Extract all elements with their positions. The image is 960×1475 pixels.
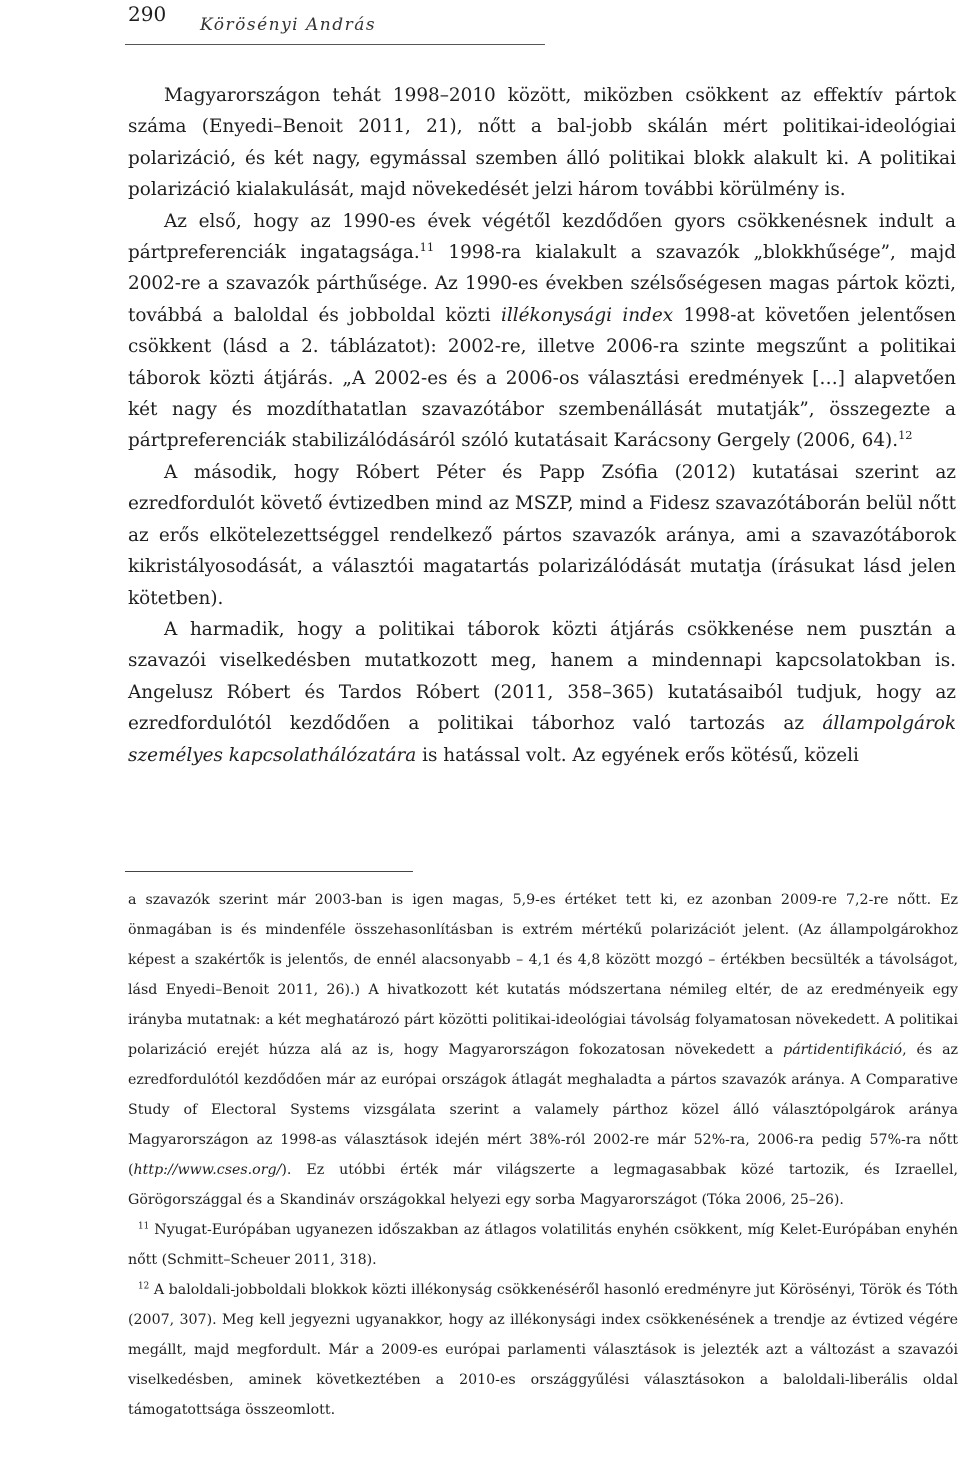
footnote-continuation-text-c: ). Ez utóbbi érték már világszerte a legmagasabbak közé tartozik, és Izraellel, Görögországgal és a Skandináv országokkal helyezi egy sorba Magyarországot (Tóka 2006, 25–26).	[128, 1162, 958, 1208]
paragraph-2-text-b: 1998-ra kialakult a szavazók „blokkhűsége”, majd 2002-re a szavazók párthűsége. Az 1990-es években szélsőségesen magas pártok közti, továbbá a baloldal és jobboldal közti	[128, 242, 957, 326]
paragraph-2-term: illékonysági index	[500, 304, 674, 326]
footnote-11-text: Nyugat-Európában ugyanezen időszakban az átlagos volatilitás enyhén csökkent, míg Kelet-Európában enyhén nőtt (Schmitt–Scheuer 2011, 318).	[128, 1222, 959, 1268]
paragraph-1-text: Magyarországon tehát 1998–2010 között, miközben csökkent az effektív pártok száma (Enyedi–Benoit 2011, 21), nőtt a bal-jobb skálán mért politikai-ideológiai polarizáció, és két nagy, egymással szemben álló politikai blokk alakult ki. A politikai polarizáció kialakulását, majd növekedését jelzi három további körülmény is.	[128, 85, 956, 201]
footnote-link[interactable]: http://www.cses.org/	[133, 1162, 282, 1178]
footnote-12	[128, 1275, 958, 1425]
paragraph-4-term: állampolgárok személyes kapcsolathálózatára	[128, 713, 956, 766]
paragraph-1	[128, 80, 956, 206]
paragraph-4-text-b: is hatással volt. Az egyének erős kötésű, közeli	[416, 744, 859, 766]
paragraph-4-text-a: A harmadik, hogy a politikai táborok közti átjárás csökkenése nem pusztán a szavazói viselkedésben mutatkozott meg, hanem a mindennapi kapcsolatokban is. Angelusz Róbert és Tardos Róbert (2011, 358–365) kutatásaiból tudjuk, hogy az ezredfordulótól kezdődően a politikai táborhoz való tartozás az	[128, 618, 956, 735]
paragraph-3	[128, 457, 956, 614]
footnote-ref-11[interactable]: 11	[419, 239, 435, 254]
paragraph-3-text: A második, hogy Róbert Péter és Papp Zsófia (2012) kutatásai szerint az ezredfordulót követő évtizedben mind az MSZP, mind a Fidesz szavazótáborán belül nőtt az erős elkötelezettséggel rendelkező pártos szavazók aránya, ami a szavazótáborok kikristályosodását, a választói magatartás polarizálódását mutatja (írásukat lásd jelen kötetben).	[128, 461, 956, 609]
paragraph-2-text-a: Az első, hogy az 1990-es évek végétől kezdődően gyors csökkenésnek indult a pártpreferenciák ingatagsága.	[128, 210, 956, 264]
footnotes	[128, 885, 958, 1425]
footnote-continuation-text-b: , és az ezredfordulótól kezdődően már az európai országok átlagát meghaladta a pártos szavazók aránya. A Comparative Study of Electoral Systems vizsgálata szerint a valamely párthoz közel álló választópolgárok aránya Magyarországon az 1998-as választások idején mért 38%-ról 2002-re már 52%-ra, 2006-ra pedig 57%-ra nőtt (	[128, 1042, 959, 1178]
footnote-11-number: 11	[138, 1221, 150, 1232]
footnote-rule	[125, 871, 413, 872]
footnote-11	[128, 1215, 958, 1275]
running-head-author: Körösényi András	[200, 15, 377, 35]
paragraph-4	[128, 614, 956, 771]
footnote-12-number: 12	[138, 1281, 150, 1292]
page-number: 290	[128, 2, 167, 26]
footnote-continuation-text-a: a szavazók szerint már 2003-ban is igen magas, 5,9-es értéket tett ki, ez azonban 2009-re 7,2-re nőtt. Ez önmagában is és mindenféle összehasonlításban is extrém mértékű polarizációt jelent. (Az állampolgárokhoz képest a szakértők is jelentős, de ennél alacsonyabb – 4,1 és 4,8 között mozgó – értékben becsülték a távolságot, lásd Enyedi–Benoit 2011, 26).) A hivatkozott két kutatás módszertana némileg eltér, de az eredményeik egy irányba mutatnak: a két meghatározó párt közötti politikai-ideológiai távolság folyamatosan növekedett. A politikai polarizáció erejét húzza alá az is, hogy Magyarországon fokozatosan növekedett a	[128, 892, 958, 1058]
main-text	[128, 80, 956, 771]
paragraph-2-text-c: 1998-at követően jelentősen csökkent (lásd a 2. táblázatot): 2002-re, illetve 2006-ra szinte megszűnt a politikai táborok közti átjárás. „A 2002-es és a 2006-os választási eredmények […] alapvetően két nagy és mozdíthatatlan szavazótábor szembenállását mutatják”, összegezte a pártpreferenciák stabilizálódásáról szóló kutatásait Karácsony Gergely (2006, 64).	[128, 304, 957, 452]
footnote-ref-12[interactable]: 12	[898, 428, 913, 443]
footnote-term: pártidentifikáció	[783, 1042, 903, 1058]
paragraph-2	[128, 206, 956, 457]
footnote-continuation	[128, 885, 958, 1215]
footnote-12-text: A baloldali-jobboldali blokkok közti illékonyság csökkenéséről hasonló eredményre jut Körösényi, Török és Tóth (2007, 307). Meg kell jegyezni ugyanakkor, hogy az illékonysági index csökkenésének a trendje az évtized végére megállt, majd megfordult. Már a 2009-es európai parlamenti választások is jelezték azt a változást a szavazói viselkedésben, aminek következtében a 2010-es országgyűlési választásokon a baloldali-liberális oldal támogatottsága összeomlott.	[128, 1282, 958, 1418]
header-rule	[125, 44, 545, 45]
